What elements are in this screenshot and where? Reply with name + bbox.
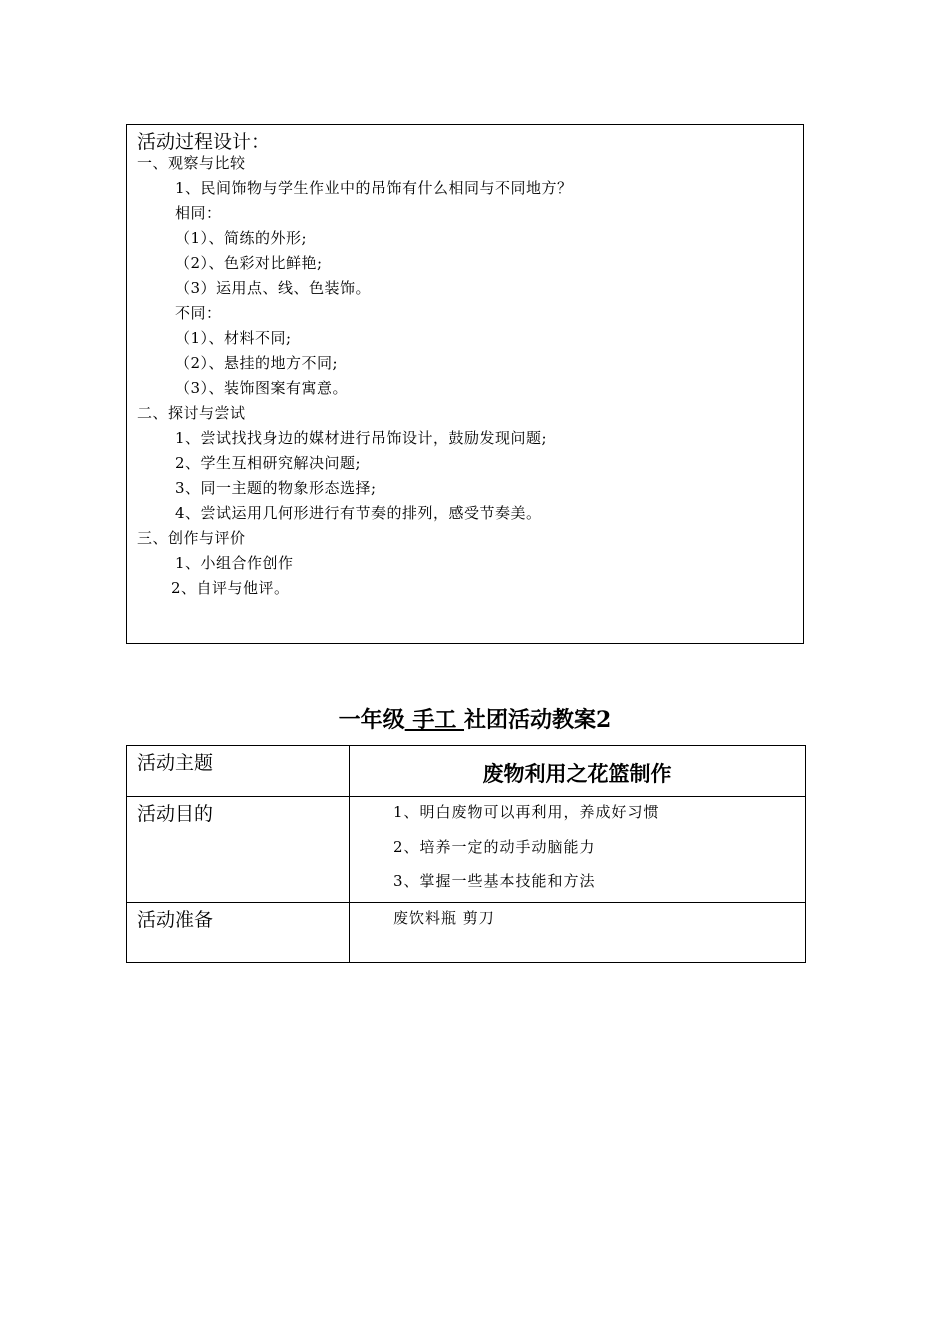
create-item-2: 2、自评与他评。	[171, 579, 290, 597]
activity-process-heading: 活动过程设计：	[137, 131, 271, 153]
section-heading-observe: 一、观察与比较	[137, 154, 246, 172]
diff-item-1: （1）、材料不同;	[175, 329, 292, 347]
title-grade: 一年级	[338, 707, 405, 733]
same-label: 相同：	[175, 204, 222, 222]
preparation-value: 废饮料瓶 剪刀	[393, 909, 495, 927]
row-divider-2	[127, 902, 805, 903]
explore-item-4: 4、尝试运用几何形进行有节奏的排列，感受节奏美。	[175, 504, 542, 522]
diff-item-3: （3）、装饰图案有寓意。	[175, 379, 349, 397]
row-divider-1	[127, 796, 805, 797]
topic-value: 废物利用之花篮制作	[482, 762, 672, 786]
purpose-item-2: 2、培养一定的动手动脑能力	[393, 838, 596, 856]
section-heading-create: 三、创作与评价	[137, 529, 246, 547]
activity-process-box	[126, 124, 804, 644]
same-item-2: （2）、色彩对比鲜艳;	[175, 254, 323, 272]
same-item-3: （3）运用点、线、色装饰。	[175, 279, 372, 297]
purpose-item-1: 1、明白废物可以再利用，养成好习惯	[393, 803, 660, 821]
same-item-1: （1）、简练的外形;	[175, 229, 308, 247]
lesson-plan-table	[126, 745, 806, 963]
topic-label: 活动主题	[137, 752, 214, 774]
title-subject: 手工	[404, 707, 465, 733]
preparation-label: 活动准备	[137, 909, 214, 931]
section-heading-explore: 二、探讨与尝试	[137, 404, 246, 422]
title-rest: 社团活动教案2	[464, 707, 612, 733]
explore-item-2: 2、学生互相研究解决问题;	[175, 454, 362, 472]
purpose-label: 活动目的	[137, 803, 214, 825]
purpose-item-3: 3、掌握一些基本技能和方法	[393, 872, 596, 890]
diff-item-2: （2）、悬挂的地方不同;	[175, 354, 339, 372]
observe-question: 1、民间饰物与学生作业中的吊饰有什么相同与不同地方？	[175, 179, 573, 197]
explore-item-3: 3、同一主题的物象形态选择;	[175, 479, 377, 497]
lesson-plan-title	[0, 703, 950, 734]
explore-item-1: 1、尝试找找身边的媒材进行吊饰设计，鼓励发现问题;	[175, 429, 548, 447]
create-item-1: 1、小组合作创作	[175, 554, 294, 572]
diff-label: 不同：	[175, 304, 222, 322]
